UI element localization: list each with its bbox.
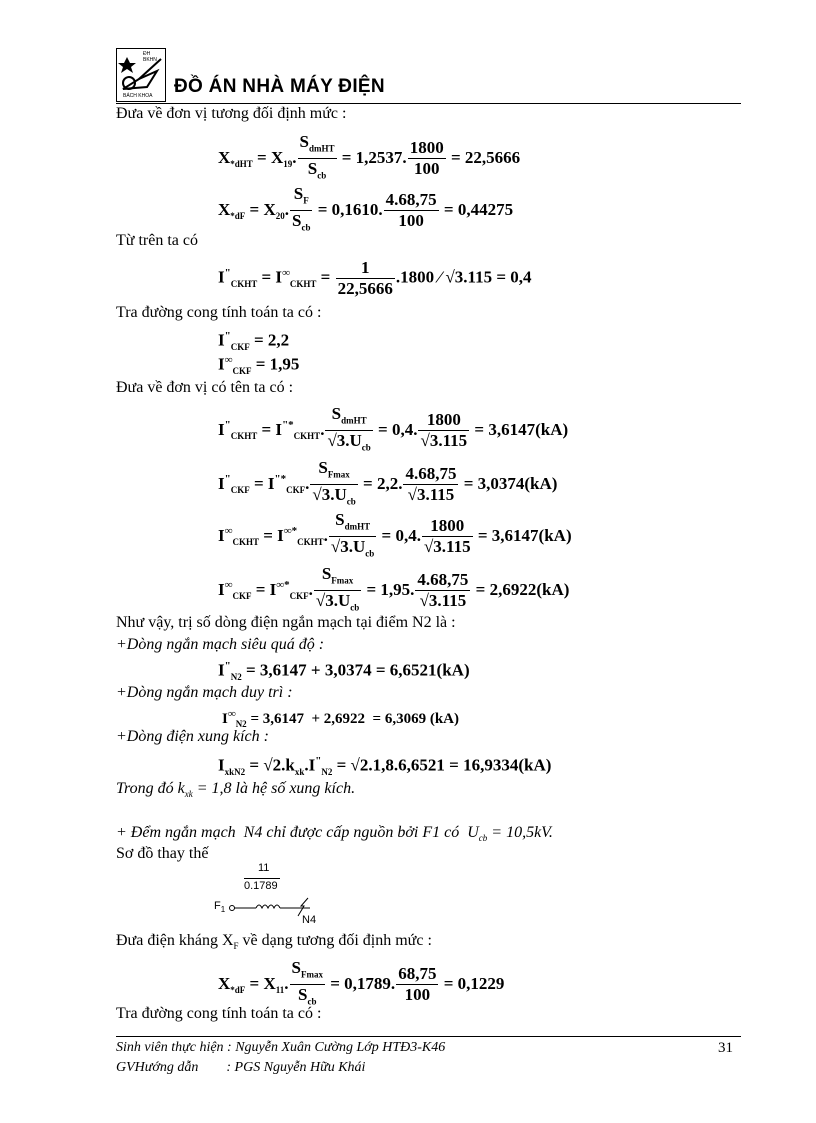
equation: $I^\infty_{CKF} = 1,95$ [218,354,300,377]
equation: $I^\infty_{CKF} = I^{\infty*}_{CKF}$. $\frac{S_{Fmax}}{√3.U_{cb}}$ = 1,95. $\frac{4.68,75}{√3.115}$ = 2,6922(kA) [218,564,570,613]
paragraph: Từ trên ta có [116,232,198,249]
paragraph: +Dòng điện xung kích : [116,728,269,745]
fault-point-label: N4 [302,914,317,926]
paragraph: +Dòng ngắn mạch siêu quá độ : [116,636,325,653]
paragraph: Sơ đồ thay thế [116,845,209,862]
paragraph: + Đểm ngắn mạch N4 chỉ được cấp nguồn bởi F1 có $U_{cb} = 10,5kV$. [116,824,553,844]
paragraph: Đưa điện kháng $X_F$ về dạng tương đối định mức : [116,932,432,952]
equation: $I^"_{CKF} = I^{"*}_{CKF}$. $\frac{S_{Fmax}}{√3.U_{cb}}$ = 2,2. $\frac{4.68,75}{√3.115}$ = 3,0374(kA) [218,458,558,507]
equation: $I^\infty_{N2} = 3,6147 + 2,6922 = 6,3069$ (kA) [222,708,459,729]
header-rule [116,103,741,104]
page-title: ĐỒ ÁN NHÀ MÁY ĐIỆN [174,76,385,97]
equation: $I^"_{N2} = 3,6147 + 3,0374 = 6,6521(kA)$ [218,660,470,683]
paragraph: Tra đường cong tính toán ta có : [116,1005,322,1022]
reactance-value-label: 0.1789 [244,880,278,892]
equation: $X_{*dF} = X_{20}$. $\frac{S_F}{S_{cb}}$ = 0,1610. $\frac{4.68,75}{100}$ = 0,44275 [218,184,514,233]
paragraph: Đưa về đơn vị có tên ta có : [116,379,294,396]
source-label: $F_1$ [214,900,226,915]
footer-student: Sinh viên thực hiện : Nguyễn Xuân Cường Lớp HTĐ3-K46 [116,1040,446,1055]
paragraph: Tra đường cong tính toán ta có : [116,304,322,321]
equivalent-circuit-diagram [210,862,330,932]
school-logo [116,48,166,102]
equation: $I^"_{CKHT} = I^{"*}_{CKHT}$. $\frac{S_{dmHT}}{√3.U_{cb}}$ = 0,4. $\frac{1800}{√3.115}$ = 3,6147(kA) [218,404,569,453]
paragraph: Đưa về đơn vị tương đối định mức : [116,105,347,122]
equation: $I_{xkN2} = √2.k_{xk}.I^"_{N2} = √2.1,8.6,6521 = 16,9334(kA)$ [218,755,552,778]
equation: $X_{*dHT} = X_{19}$. $\frac{S_{dmHT}}{S_{cb}}$ = 1,2537. $\frac{1800}{100}$ = 22,5666 [218,132,521,181]
equation: $I^"_{CKF} = 2,2$ [218,330,290,353]
footer-advisor: GVHướng dẫn : PGS Nguyễn Hữu Khái [116,1060,366,1075]
equation: $I^"_{CKHT} = I^\infty_{CKHT}$ = $\frac{1}{22,5666}$ .1800 ⁄ √3.115 = 0,4 [218,258,532,298]
logo-bottom-text: BÁCH KHOA [123,93,153,99]
paragraph: +Dòng ngắn mạch duy trì : [116,684,293,701]
logo-top-text: ĐH BKHN [143,51,157,63]
paragraph: Như vậy, trị số dòng điện ngắn mạch tại điểm N2 là : [116,614,456,631]
reactance-index-label: 11 [258,862,270,874]
equation: $I^\infty_{CKHT} = I^{\infty*}_{CKHT}$. $\frac{S_{dmHT}}{√3.U_{cb}}$ = 0,4. $\frac{1800}{√3.115}$ = 3,6147(kA) [218,510,572,559]
equation: $X_{*dF} = X_{11}$. $\frac{S_{Fmax}}{S_{cb}}$ = 0,1789. $\frac{68,75}{100}$ = 0,1229 [218,958,505,1007]
paragraph: Trong đó $k_{xk} = 1,8$ là hệ số xung kích. [116,780,356,800]
footer-rule [116,1036,741,1037]
page-number: 31 [718,1040,733,1056]
